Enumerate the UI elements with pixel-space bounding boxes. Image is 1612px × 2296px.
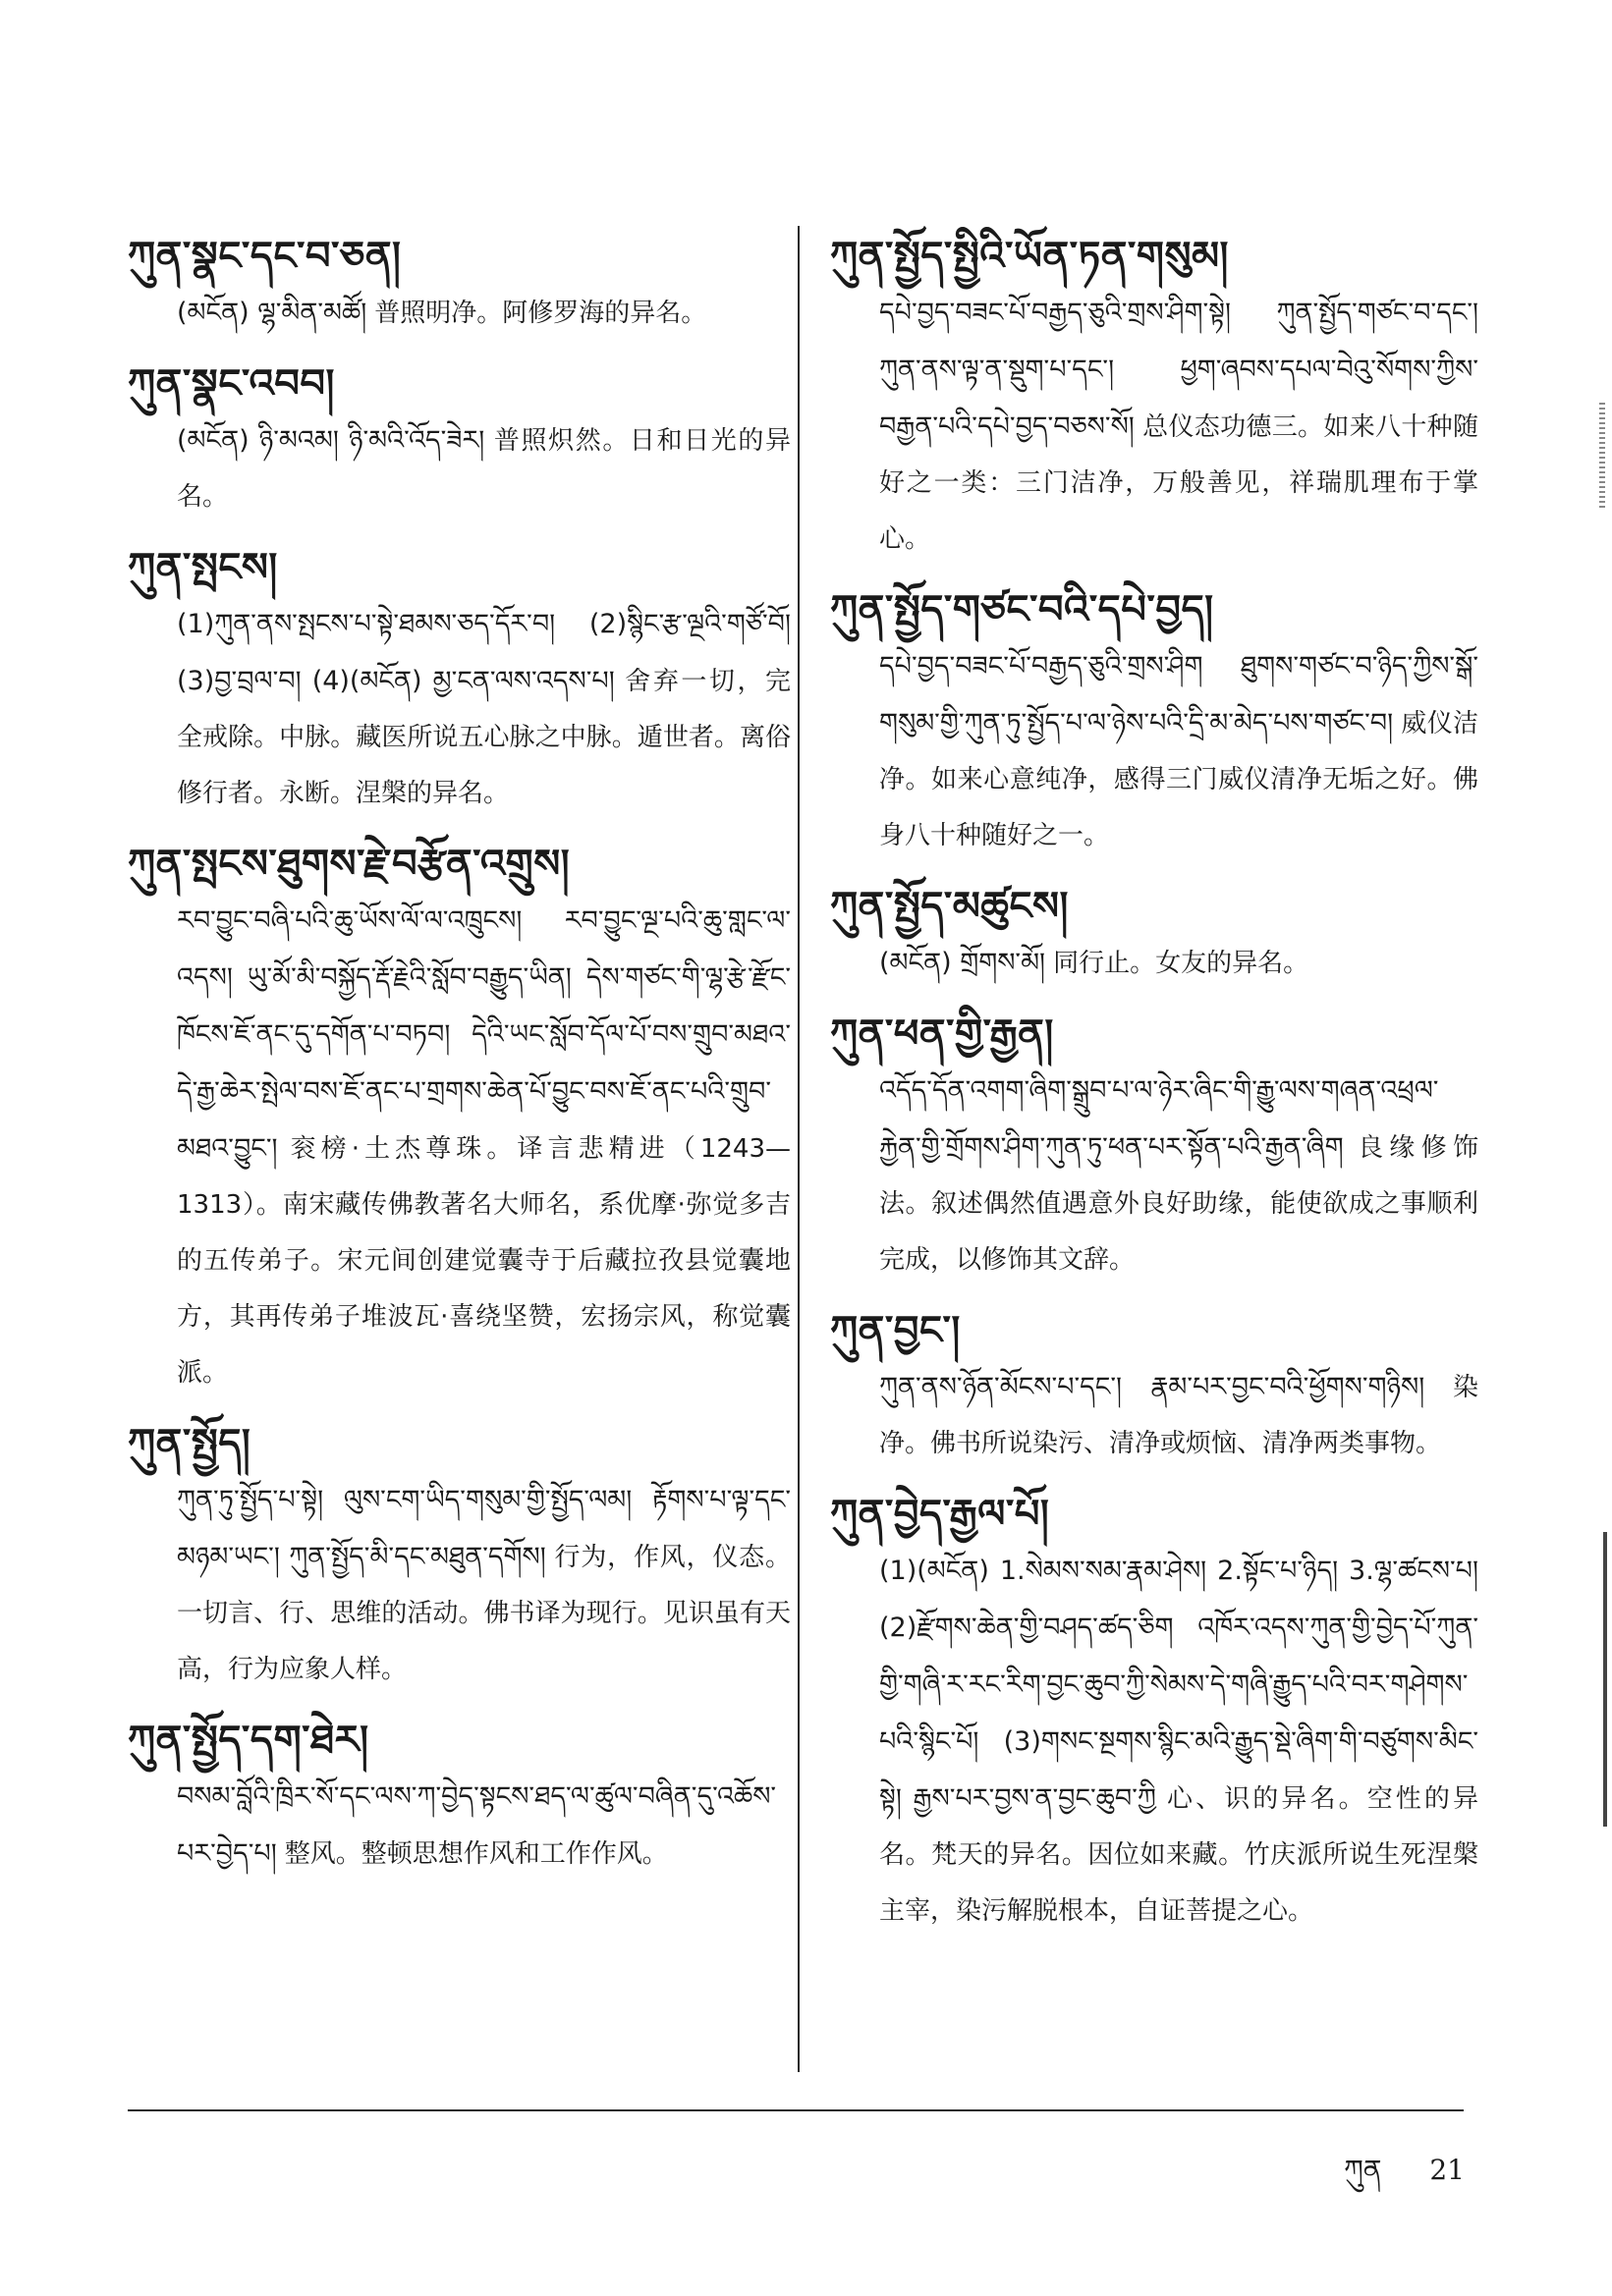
chinese-definition: 舍弃一切，完全戒除。中脉。藏医所说五心脉之中脉。遁世者。离俗修行者。永断。涅槃的异名。 (177, 667, 791, 808)
footer-rule (128, 2109, 1464, 2111)
tibetan-definition: (1)(མངོན) 1.སེམས་སམ་རྣམ་ཤེས། 2.སྟོང་པ་ཉིད། 3.ལྷ་ཚངས་པ། (2)རྫོགས་ཆེན་གྱི་བཤད་ཚད་ཅིག འཁོར་འདས་ཀུན་གྱི་བྱེད་པོ་ཀུན་གྱི་གཞི་ར་རང་རིག་བྱང་ཆུབ་ཀྱི་སེམས་དེ་གཞི་རྒྱུད་པའི་བར་གཤེགས་པའི་སྙིང་པོ། (3)གསང་སྔགས་སྙིང་མའི་རྒྱུད་སྡེ་ཞིག་གི་བཙུགས་མིང་སྟེ། རྒྱས་པར་བྱས་ན་བྱང་ཆུབ་ཀྱི (879, 1556, 1478, 1814)
dictionary-entry (830, 1302, 1478, 1472)
tibetan-definition: (མངོན) ལྷ་མིན་མཚོ། (177, 298, 367, 328)
dictionary-entry (830, 581, 1478, 864)
chinese-definition: 同行止。女友的异名。 (1053, 949, 1309, 978)
headword: ཀུན་བྱེད་རྒྱལ་པོ། (830, 1492, 1050, 1537)
headword: ཀུན་སྤྱོད་དག་ཐེར། (128, 1718, 369, 1763)
dictionary-entry (128, 1415, 791, 1698)
tibetan-definition: འདོད་དོན་འགག་ཞིག་སྒྲུབ་པ་ལ་ཉེར་ཞིང་གི་རྒྱུ་ལས་གཞན་འཕྲལ་རྐྱེན་གྱི་གྲོགས་ཤིག་ཀུན་ཏུ་ཕན་པར་སྟོན་པའི་རྒྱན་ཞིག (879, 1075, 1439, 1163)
section-header: ཀུན (1344, 2154, 1382, 2186)
chinese-definition: 普照炽然。日和日光的异名。 (177, 426, 791, 512)
chinese-definition: 普照明净。阿修罗海的异名。 (374, 299, 707, 328)
margin-tick-marks (1599, 403, 1605, 511)
headword: ཀུན་སྤངས། (128, 545, 278, 590)
dictionary-entry (830, 228, 1478, 568)
headword: ཀུན་སྤྱོད་གཙང་བའི་དཔེ་བྱད། (830, 587, 1214, 632)
tibetan-definition: དཔེ་བྱད་བཟང་པོ་བརྒྱད་ཅུའི་གྲས་ཤིག ཐུགས་གཙང་བ་ཉིད་ཀྱིས་སྒོ་གསུམ་གྱི་ཀུན་ཏུ་སྤྱོད་པ་ལ་ཉེས་པའི་དྲི་མ་མེད་པས་གཙང་བ། (879, 651, 1478, 738)
dictionary-entry (128, 228, 791, 342)
right-column (830, 228, 1478, 1953)
dictionary-entry (830, 1486, 1478, 1940)
tibetan-definition: ཀུན་ཏུ་སྤྱོད་པ་སྟེ། ལུས་ངག་ཡིད་གསུམ་གྱི་སྤྱོད་ལམ། རྟོགས་པ་ལྟ་དང་མཉམ་ཡང་། ཀུན་སྤྱོད་མི་དང་མཐུན་དགོས། (177, 1485, 791, 1572)
headword: ཀུན་བྱང་། (830, 1308, 961, 1353)
headword: ཀུན་སྣང་དང་བ་ཅན། (128, 234, 402, 279)
headword: ཀུན་སྤངས་ཐུགས་རྗེ་བརྩོན་འགྲུས། (128, 842, 571, 887)
chinese-definition: 染净。佛书所说染污、清净或烦恼、清净两类事物。 (879, 1373, 1478, 1458)
dictionary-entry (128, 836, 791, 1401)
tibetan-definition: (མངོན) ཉི་མའམ། ཉི་མའི་འོད་ཟེར། (177, 425, 485, 456)
tibetan-definition: རབ་བྱུང་བཞི་པའི་ཆུ་ཡོས་ལོ་ལ་འཁྲུངས། རབ་བྱུང་ལྔ་པའི་ཆུ་གླང་ལ་འདས། ཡུ་མོ་མི་བསྐྱོད་རྡོ་རྗེའི་སློབ་བརྒྱུད་ཡིན། དེས་གཙང་གི་ལྷ་རྩེ་རྫོང་ཁོངས་ཇོ་ནང་དུ་དགོན་པ་བཏབ། དེའི་ཡང་སློབ་དོལ་པོ་བས་གྲུབ་མཐའ་དེ་རྒྱ་ཆེར་སྤེལ་བས་ཇོ་ནང་པ་གྲགས་ཆེན་པོ་བྱུང་བས་ཇོ་ནང་པའི་གྲུབ་མཐའ་བྱུང་། (177, 905, 791, 1164)
chinese-definition: 行为，作风，仪态。一切言、行、思维的活动。佛书译为现行。见识虽有天高，行为应象人样。 (177, 1543, 791, 1684)
tibetan-definition: (1)ཀུན་ནས་སྤངས་པ་སྟེ་ཐམས་ཅད་དོར་བ། (2)སྙིང་རྩ་ལྔའི་གཙོ་བོ། (3)བྱ་བྲལ་བ། (4)(མངོན) མྱ་ངན་ལས་འདས་པ། (177, 609, 791, 696)
tibetan-definition: བསམ་བློའི་ཁྲིར་སོ་དང་ལས་ཀ་བྱེད་སྟངས་ཐད་ལ་ཚུལ་བཞིན་དུ་འཆོས་པར་བྱེད་པ། (177, 1781, 777, 1869)
headword: ཀུན་ཕན་གྱི་རྒྱན། (830, 1011, 1054, 1057)
tibetan-definition: (མངོན) གྲོགས་མོ། (879, 948, 1046, 978)
headword: ཀུན་སྤྱོད་སྤྱིའི་ཡོན་ཏན་གསུམ། (830, 234, 1229, 279)
dictionary-entry (128, 355, 791, 525)
chinese-definition: 整风。整顿思想作风和工作作风。 (284, 1839, 668, 1869)
left-column (128, 228, 791, 1896)
headword: ཀུན་སྤྱོད་མཚུངས། (830, 884, 1069, 929)
tibetan-definition: དཔེ་བྱད་བཟང་པོ་བརྒྱད་ཅུའི་གྲས་ཤིག་སྟེ། ཀུན་སྤྱོད་གཙང་བ་དང་། ཀུན་ནས་ལྟ་ན་སྡུག་པ་དང་། ཕྱག་ཞབས་དཔལ་བེའུ་སོགས་ཀྱིས་བརྒྱན་པའི་དཔེ་བྱད་བཅས་སོ། (879, 298, 1478, 442)
headword: ཀུན་སྤྱོད། (128, 1421, 251, 1466)
page-number: 21 (1429, 2154, 1465, 2186)
column-divider (798, 226, 800, 2072)
chinese-definition: 心、识的异名。空性的异名。梵天的异名。因位如来藏。竹庆派所说生死涅槃主宰，染污解脱根本，自证菩提之心。 (879, 1784, 1478, 1926)
chinese-definition: 总仪态功德三。如来八十种随好之一类：三门洁净，万般善见，祥瑞肌理布于掌心。 (879, 412, 1478, 554)
dictionary-entry (128, 539, 791, 822)
headword: ཀུན་སྣང་འབབ། (128, 361, 335, 407)
dictionary-entry (128, 1712, 791, 1883)
margin-bar (1603, 1532, 1607, 1827)
dictionary-entry (830, 1006, 1478, 1288)
chinese-definition: 衮榜·土杰尊珠。译言悲精进（1243—1313）。南宋藏传佛教著名大师名，系优摩·弥觉多吉的五传弟子。宋元间创建觉囊寺于后藏拉孜县觉囊地方，其再传弟子堆波瓦·喜绕坚赞，宏扬宗风，称觉囊派。 (177, 1134, 791, 1388)
page-footer (1305, 2139, 1465, 2216)
dictionary-entry (830, 878, 1478, 992)
chinese-definition: 威仪洁净。如来心意纯净，感得三门威仪清净无垢之好。佛身八十种随好之一。 (879, 709, 1478, 850)
chinese-definition: 良缘修饰法。叙述偶然值遇意外良好助缘，能使欲成之事顺利完成，以修饰其文辞。 (879, 1133, 1478, 1275)
tibetan-definition: ཀུན་ནས་ཉོན་མོངས་པ་དང་། རྣམ་པར་བྱང་བའི་ཕྱོགས་གཉིས། (879, 1372, 1425, 1402)
